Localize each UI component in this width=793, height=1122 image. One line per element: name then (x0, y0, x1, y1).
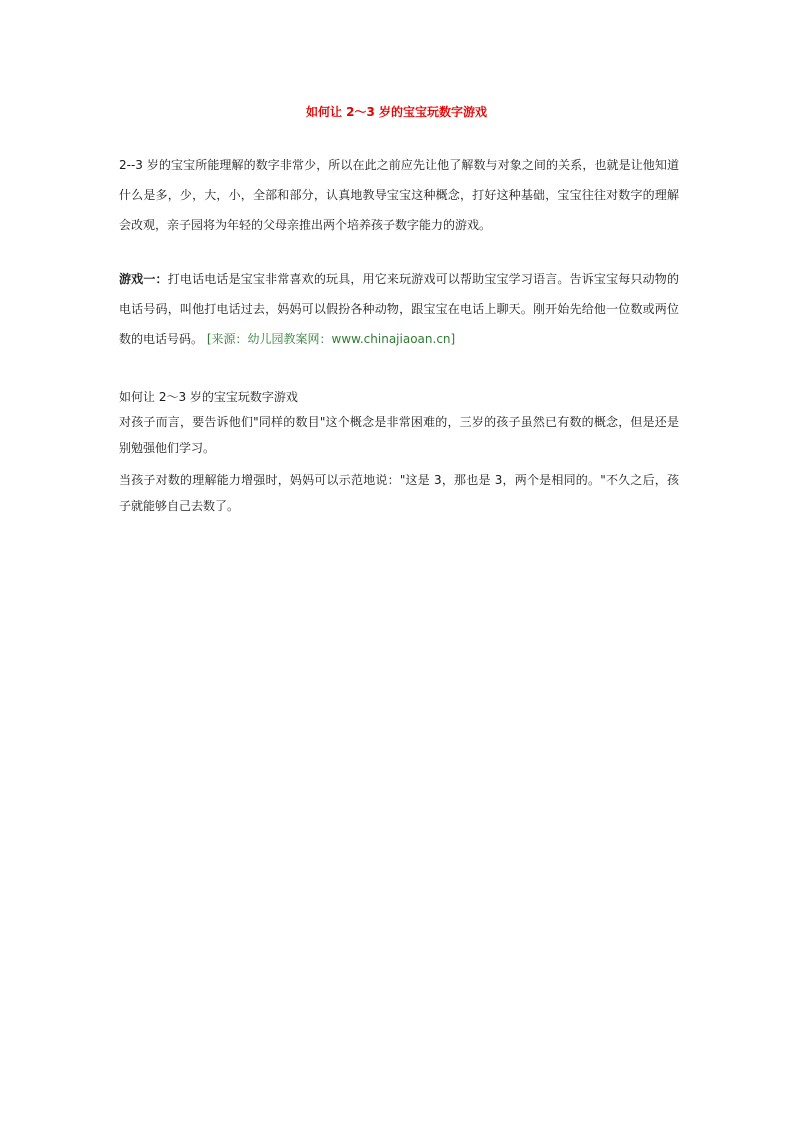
sub-title: 如何让 2～3 岁的宝宝玩数字游戏 (119, 390, 298, 404)
intro-paragraph: 2--3 岁的宝宝所能理解的数字非常少，所以在此之前应先让他了解数与对象之间的关系，也就是让他知道什么是多，少，大，小，全部和部分，认真地教导宝宝这种概念，打好这种基础，宝宝往往对数字的理解会改观，亲子园将为年轻的父母亲推出两个培养孩子数字能力的游戏。 (119, 158, 679, 232)
sub-paragraph-2: 当孩子对数的理解能力增强时，妈妈可以示范地说："这是 3，那也是 3，两个是相同的。"不久之后，孩子就能够自己去数了。 (119, 473, 679, 513)
sub-paragraph-1: 对孩子而言，要告诉他们"同样的数目"这个概念是非常困难的，三岁的孩子虽然已有数的概念，但是还是别勉强他们学习。 (119, 415, 679, 455)
document-title: 如何让 2～3 岁的宝宝玩数字游戏 (305, 105, 488, 119)
game-one-label: 游戏一： (119, 272, 168, 286)
game-one-text: 打电话电话是宝宝非常喜欢的玩具，用它来玩游戏可以帮助宝宝学习语言。告诉宝宝每只动物的电话号码，叫他打电话过去，妈妈可以假扮各种动物，跟宝宝在电话上聊天。刚开始先给他一位数或两位数的电话号码。 (119, 272, 679, 346)
source-note: [来源：幼儿园教案网：www.chinajiaoan.cn] (206, 332, 456, 346)
game-one-paragraph (119, 264, 679, 354)
